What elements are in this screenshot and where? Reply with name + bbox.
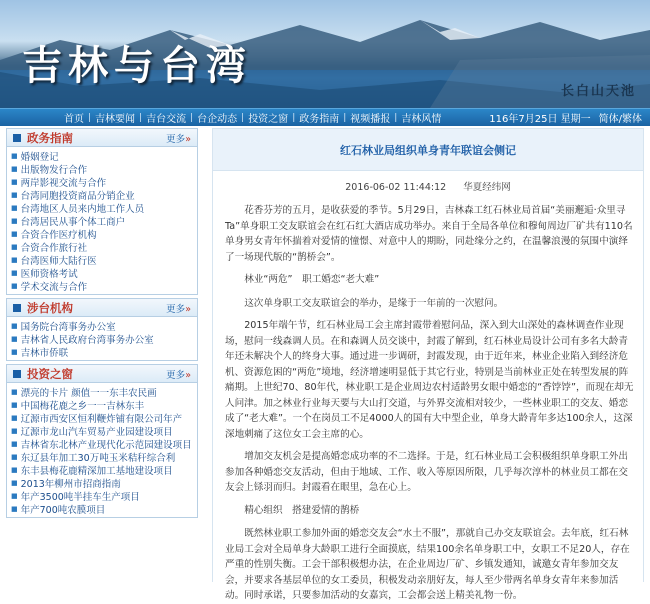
article-header — [213, 129, 643, 171]
list-item[interactable]: ■ 出版物发行合作 — [11, 164, 88, 176]
main-nav: 首页 | 吉林要闻 | 吉台交流 | 台企动态 | 投资之窗 | 政务指南 | 视频播报 | 吉林风情 116年7月25日 星期一 简体/繁体 — [0, 108, 650, 126]
article-body — [213, 203, 643, 604]
more-link[interactable]: 更多» — [166, 369, 191, 381]
nav-jilin-scenery[interactable]: 吉林风情 — [401, 114, 442, 125]
bullet-icon: ■ — [11, 242, 18, 251]
bullet-icon: ■ — [11, 321, 18, 330]
panel-header — [7, 299, 197, 317]
site-title: 吉林与台湾 — [22, 42, 252, 89]
article-title: 红石林业局组织单身青年联谊会侧记 — [340, 143, 516, 157]
square-bullet-icon — [13, 304, 21, 312]
article-paragraph: 增加交友机会是提高婚恋成功率的不二选择。于是，红石林业局工会积极组织单身职工外出参加各种婚恋交友活动，但由于地域、工作、收入等原因所限，几乎每次淳朴的林业员工都在交友会上铩羽而归。封霞看在眼里，急在心上。 — [225, 451, 628, 493]
list-item[interactable]: ■ 台湾居民从事个体工商户 — [11, 216, 126, 228]
bullet-icon: ■ — [11, 478, 18, 487]
bullet-icon: ■ — [11, 465, 18, 474]
bullet-icon: ■ — [11, 400, 18, 409]
square-bullet-icon — [13, 370, 21, 378]
list-item[interactable]: ■ 两岸影视交流与合作 — [11, 177, 107, 189]
bullet-icon: ■ — [11, 190, 18, 199]
panel-header — [7, 365, 197, 383]
list-item[interactable]: ■ 漂亮的卡片 颜值一一东丰农民画 — [11, 387, 157, 399]
article-paragraph: 既然林业职工参加外面的婚恋交友会“水土不服”，那就自己办交友联谊会。去年底，红石林业局工会对全局单身大龄职工进行全面摸底，结果100余名单身职工中，女职工不足20人，存在严重的性别失衡。工会干部积极想办法，在企业周边厂矿、乡镇发通知，诚邀女青年参加交友会，并要求各基层单位的女工委员，积极发动亲朋好友，每人至少带两名单身女青年来参加活动。同时承诺，只要参加活动的女嘉宾，工会都会送上精美礼物一份。 — [225, 528, 630, 601]
language-toggle[interactable]: 简体/繁体 — [598, 114, 642, 125]
article-paragraph: 这次单身职工交友联谊会的举办，是缘于一年前的一次慰问。 — [244, 297, 504, 309]
square-bullet-icon — [13, 134, 21, 142]
panel-title: 政务指南 — [27, 130, 73, 145]
banner-caption: 长白山天池 — [560, 84, 636, 99]
current-date: 116年7月25日 星期一 — [489, 114, 591, 125]
bullet-icon: ■ — [11, 413, 18, 422]
panel-government-guide — [6, 128, 198, 295]
nav-investment[interactable]: 投资之窗 — [248, 114, 289, 125]
panel-taiwan-agencies — [6, 298, 198, 361]
bullet-icon: ■ — [11, 164, 18, 173]
nav-home[interactable]: 首页 — [64, 114, 84, 125]
list-item[interactable]: ■ 婚姻登记 — [11, 151, 59, 163]
bullet-icon: ■ — [11, 281, 18, 290]
list-item[interactable]: ■ 台湾地区人员来内地工作人员 — [11, 203, 145, 215]
list-item[interactable]: ■ 台湾医师大陆行医 — [11, 255, 97, 267]
article-meta — [213, 179, 643, 193]
list-item[interactable]: ■ 吉林市侨联 — [11, 347, 69, 359]
more-link[interactable]: 更多» — [166, 303, 191, 315]
bullet-icon: ■ — [11, 439, 18, 448]
nav-jilin-news[interactable]: 吉林要闻 — [95, 114, 136, 125]
nav-taiwan-business[interactable]: 台企动态 — [197, 114, 238, 125]
panel-title: 涉台机构 — [27, 300, 73, 315]
bullet-icon: ■ — [11, 426, 18, 435]
bullet-icon: ■ — [11, 203, 18, 212]
header-banner — [0, 0, 650, 108]
bullet-icon: ■ — [11, 491, 18, 500]
list-item[interactable]: ■ 年产700吨农膜项目 — [11, 504, 106, 516]
article-source: 华夏经纬网 — [463, 182, 511, 193]
more-link[interactable]: 更多» — [166, 133, 191, 145]
list-item[interactable]: ■ 中国梅花鹿之乡一一吉林东丰 — [11, 400, 145, 412]
bullet-icon: ■ — [11, 177, 18, 186]
panel-header — [7, 129, 197, 147]
nav-video[interactable]: 视频播报 — [350, 114, 391, 125]
list-item[interactable]: ■ 年产3500吨半挂车生产项目 — [11, 491, 140, 503]
bullet-icon: ■ — [11, 216, 18, 225]
list-item[interactable]: ■ 合资合作旅行社 — [11, 242, 88, 254]
bullet-icon: ■ — [11, 151, 18, 160]
list-item[interactable]: ■ 吉林省东北林产业现代化示范园建设项目 — [11, 439, 192, 451]
list-item[interactable]: ■ 学术交流与合作 — [11, 281, 88, 293]
article-container — [212, 128, 644, 601]
panel-investment-window — [6, 364, 198, 518]
nav-jilin-taiwan-exchange[interactable]: 吉台交流 — [146, 114, 187, 125]
bullet-icon: ■ — [11, 268, 18, 277]
list-item[interactable]: ■ 吉林省人民政府台湾事务办公室 — [11, 334, 154, 346]
list-item[interactable]: ■ 东丰县梅花鹿精深加工基地建设项目 — [11, 465, 173, 477]
list-item[interactable]: ■ 辽源市龙山汽车贸易产业园建设项目 — [11, 426, 173, 438]
list-item[interactable]: ■ 合资合作医疗机构 — [11, 229, 97, 241]
bullet-icon: ■ — [11, 255, 18, 264]
list-item[interactable]: ■ 东辽县年加工30万吨玉米秸秆综合利 — [11, 452, 176, 464]
article-date: 2016-06-02 11:44:12 — [345, 182, 447, 193]
bullet-icon: ■ — [11, 229, 18, 238]
article-paragraph: 花香芬芳的五月，是收获爱的季节。5月29日，吉林森工红石林业局首届“美丽邂逅·众里寻Ta”单身职工交友联谊会在红石红大酒店成功举办。来自于全局各单位和穆甸周边厂矿共有110名单身男女青年怀揣着对爱情的憧憬、对意中人的期盼，同赴缘分之约，在温馨浪漫的氛围中演绎了一场现代版的“鹊桥会”。 — [225, 205, 633, 263]
bullet-icon: ■ — [11, 504, 18, 513]
bullet-icon: ■ — [11, 347, 18, 356]
nav-government-guide[interactable]: 政务指南 — [299, 114, 340, 125]
list-item[interactable]: ■ 辽源市西安区恒利鞭炸铺有限公司年产 — [11, 413, 183, 425]
bullet-icon: ■ — [11, 334, 18, 343]
list-item[interactable]: ■ 医师资格考试 — [11, 268, 78, 280]
article-subheading: 精心组织 搭建爱情的鹊桥 — [244, 504, 360, 516]
list-item[interactable]: ■ 台湾同胞投资商品分销企业 — [11, 190, 135, 202]
bullet-icon: ■ — [11, 452, 18, 461]
list-item[interactable]: ■ 国务院台湾事务办公室 — [11, 321, 116, 333]
list-item[interactable]: ■ 2013年柳州市招商指南 — [11, 478, 121, 490]
article-subheading: 林业“两危” 职工婚恋“老大难” — [244, 274, 380, 285]
sidebar — [6, 128, 198, 582]
panel-title: 投资之窗 — [27, 366, 73, 381]
bullet-icon: ■ — [11, 387, 18, 396]
article-paragraph: 2015年端午节，红石林业局工会主席封霞带着慰问品，深入到大山深处的森林调查作业现场，慰问一线森调人员。在和森调人员交谈中，封霞了解到，红石林业局设计公司有多名大龄青年还未解决个人的终身大事。通过进一步调研，封霞发现，由于近年来，林业企业陷入到经济危机、资源危困的“两危”境地，经济增速明显低于其它行业，特别是当前林业正处在转型发展的阵痛期。上世纪70、80年代，林业职工是企业周边农村适龄男女眼中婚恋的“香饽饽”，而现在却无人问津。加之林业行业每天要与大山打交道，与外界交流相对较少，一些林业职工的交友、婚恋成了“老大难”。一个在岗员工不足4000人的国有大中型企业，单身大龄青年多达100余人，这深深地刺痛了这位女工会主席的心。 — [225, 320, 634, 440]
